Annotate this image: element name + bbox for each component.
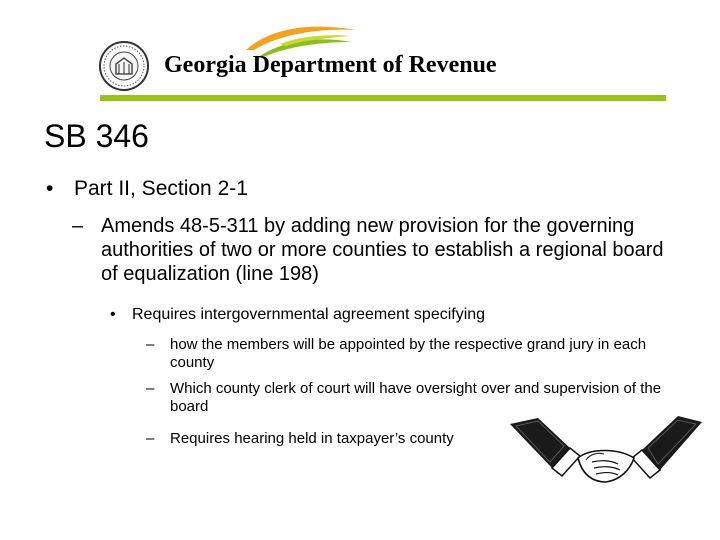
dash-marker-icon: – xyxy=(72,215,84,237)
bullet-text: Amends 48-5-311 by adding new provision for the governing authorities of two or more counties to establish a regional board of equalization (line 198) xyxy=(101,215,664,285)
bullet-dot-icon: • xyxy=(46,177,54,200)
bullet-level-3 xyxy=(110,306,485,324)
bullet-text: how the members will be appointed by the respective grand jury in each county xyxy=(170,336,647,371)
bullet-text: Part II, Section 2-1 xyxy=(74,177,248,200)
bullet-text: Requires intergovernmental agreement specifying xyxy=(132,306,486,323)
bullet-text: Which county clerk of court will have oversight over and supervision of the board xyxy=(170,380,662,415)
slide-title: SB 346 xyxy=(44,118,149,154)
bullet-dot-icon: • xyxy=(110,306,116,323)
header-divider xyxy=(100,95,666,101)
bullet-level-2 xyxy=(72,214,672,286)
bullet-text: Requires hearing held in taxpayer’s county xyxy=(170,430,454,447)
handshake-icon xyxy=(508,414,704,494)
bullet-level-4 xyxy=(146,336,666,372)
dash-marker-icon: – xyxy=(146,380,155,397)
bullet-level-4 xyxy=(146,380,666,416)
dash-marker-icon: – xyxy=(146,336,155,353)
organization-title: Georgia Department of Revenue xyxy=(164,52,497,78)
dash-marker-icon: – xyxy=(146,430,155,447)
georgia-seal-icon xyxy=(98,40,150,92)
bullet-level-1 xyxy=(46,177,248,201)
